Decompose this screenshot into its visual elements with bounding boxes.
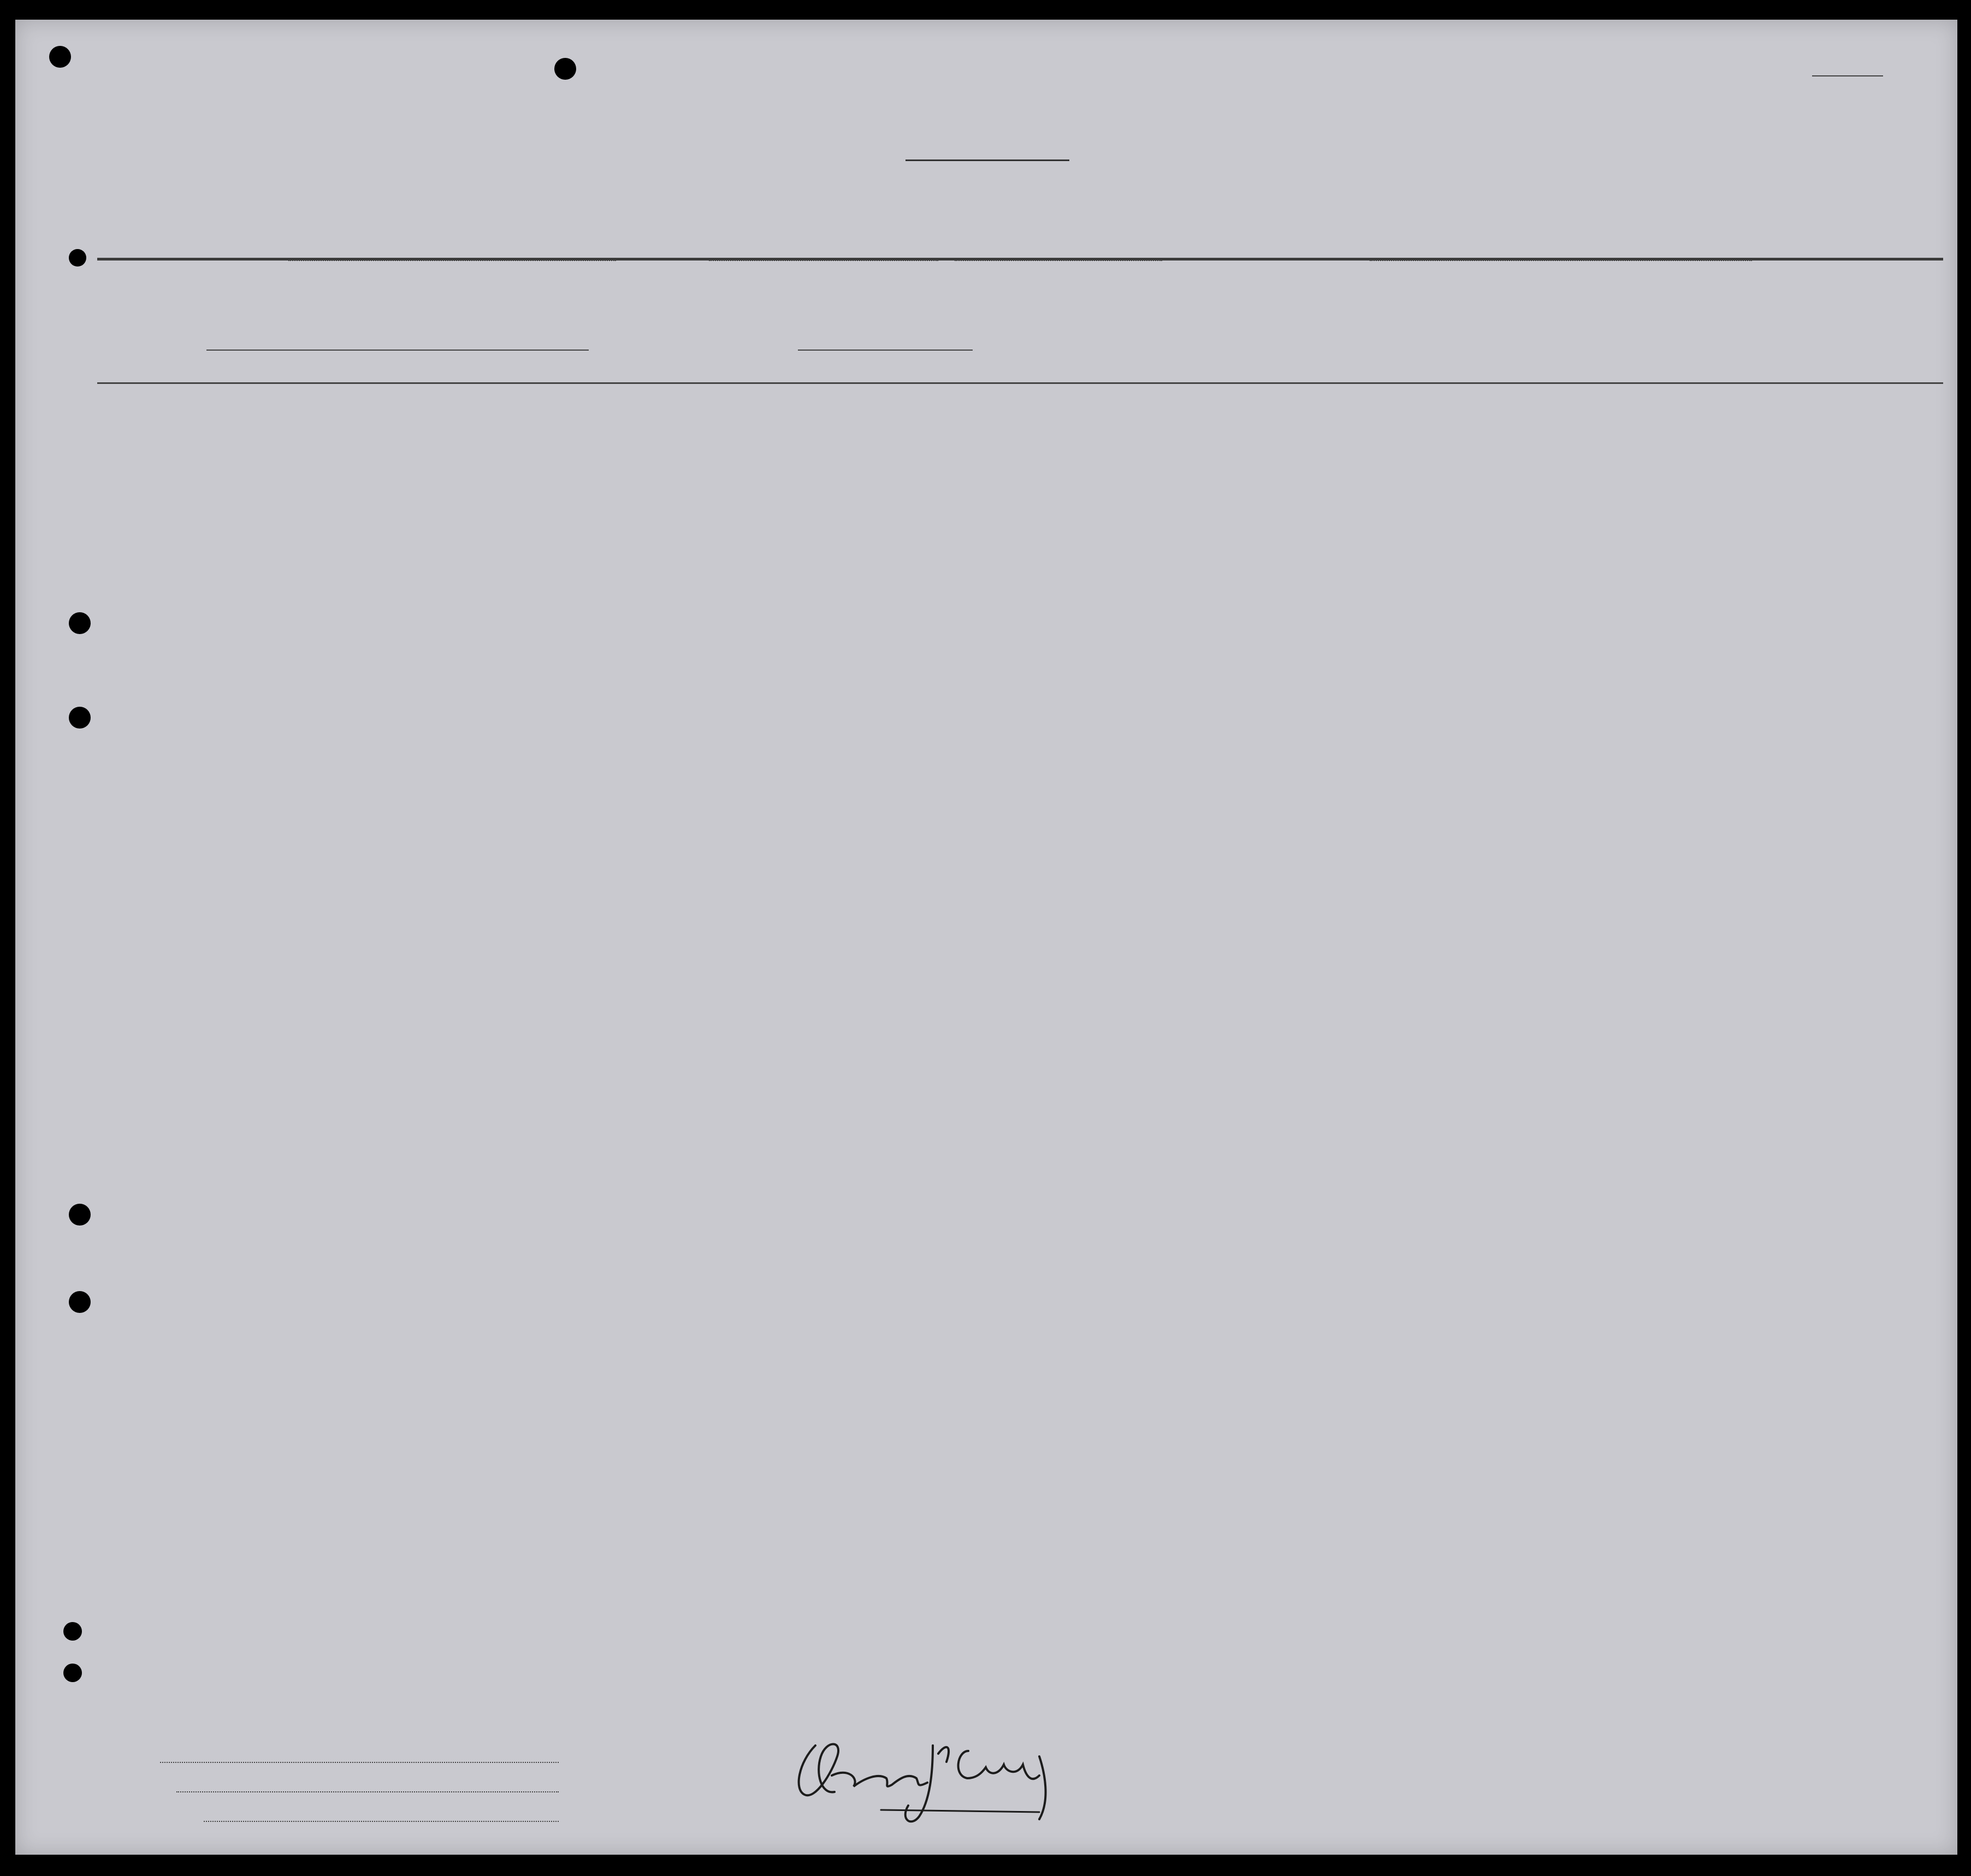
header-bottom-rule: [97, 382, 1943, 384]
line-dotline: [160, 1762, 559, 1763]
shipped-sub-rule: [798, 350, 973, 351]
agents-dotline: [204, 1821, 559, 1822]
title-underline: [905, 159, 1069, 161]
crew-table: [97, 258, 1943, 1712]
punch-hole: [554, 58, 576, 80]
punch-hole: [63, 1664, 82, 1682]
punch-hole: [69, 707, 91, 729]
punch-hole: [49, 46, 71, 68]
punch-hole: [69, 1204, 91, 1226]
punch-hole: [69, 612, 91, 634]
punch-hole: [69, 249, 86, 267]
owners-dotline: [176, 1791, 559, 1792]
name-sub-rule: [206, 350, 589, 351]
table-top-rule: [97, 258, 1943, 261]
manifest-sheet: [15, 20, 1957, 1855]
inspector-signature: [783, 1724, 1088, 1827]
punch-hole: [63, 1622, 82, 1641]
sheet-number-value: [1812, 75, 1883, 76]
punch-hole: [69, 1291, 91, 1313]
